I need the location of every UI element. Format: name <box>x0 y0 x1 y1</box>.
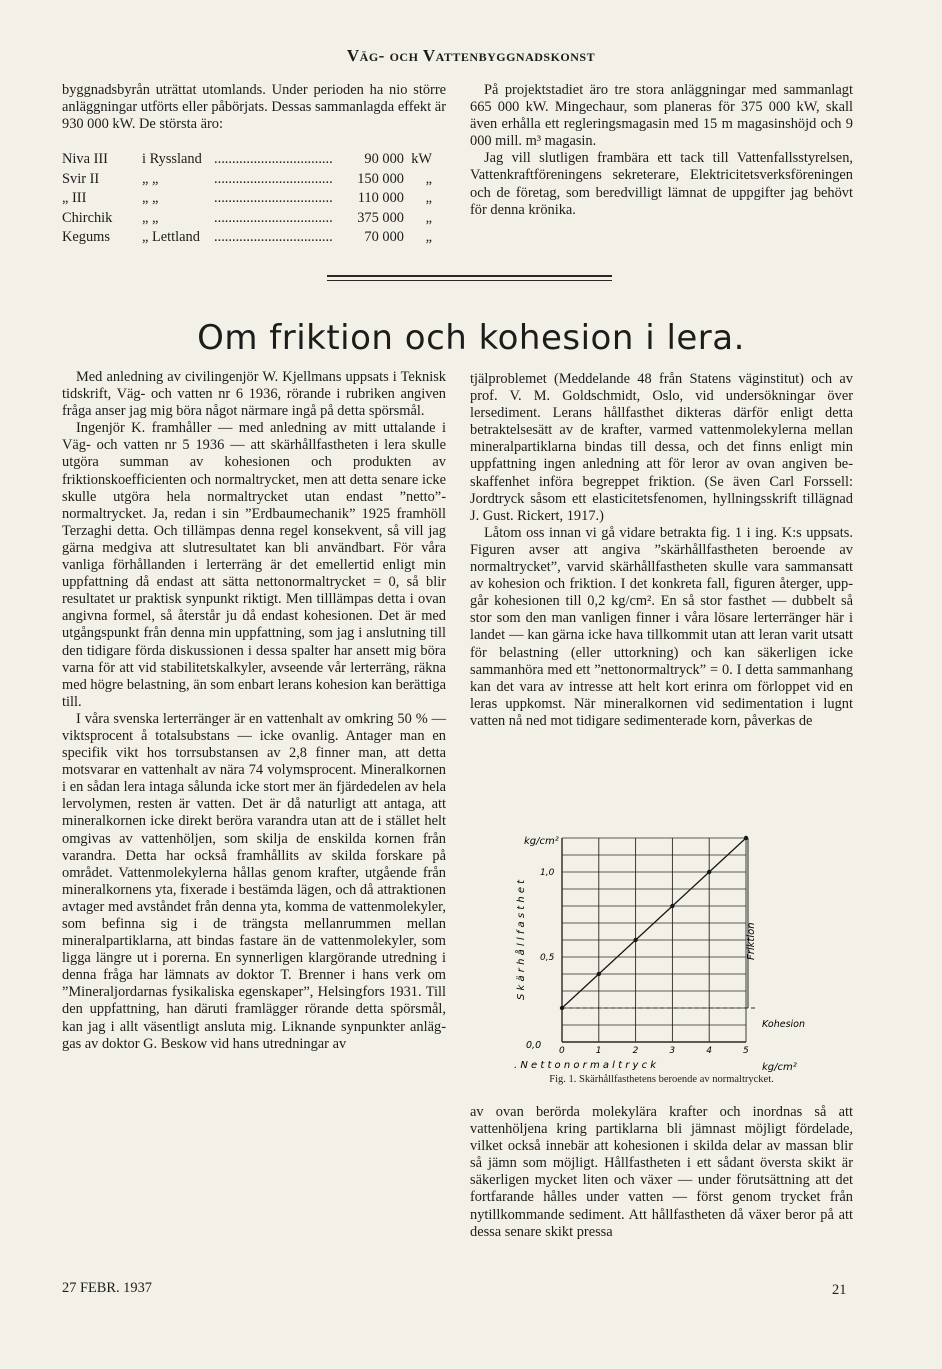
x-unit-label: kg/cm² <box>762 1062 797 1073</box>
plant-output: 110 000 <box>357 190 404 207</box>
x-tick-label: 4 <box>706 1046 712 1056</box>
plant-name: „ III <box>62 190 87 207</box>
article-right-column-top <box>470 371 853 730</box>
article-paragraph: I våra svenska lerterränger är en vattenhalt av omkring 50 % — viktsprocent å totalsubstans — icke ovanlig. Antager man en specifik vikt hos torrsubstansen av 2,8 finner man, att detta motsvarar en vattenhalt av nära 74 volymsprocent. Mineralkornen i en sådan lera intaga sålunda icke stort mer än fjärdedelen av hela lervolymen, resten är vatten. Det är då naturligt att antaga, att mineralkornen icke direkt beröra varandra utan att de i stället helt omgivas av vattenhöljen, som skilja de enskilda kornen från varandra. Detta har också framhållits av skilda forskare på området. Vattenmolekylerna hållas genom krafter, utgående från mineralkornens yta, fixerade i bestämda lägen, och då attraktionen avtager med avståndet från denna yta, komma de vattenmolekyler, som befinna sig i de trängsta mellanrummen mellan mineralpartiklarna, att bindas fastare än de vattenmolekyler, som ligga längre ut i porerna. En synnerligen klargörande utredning i denna fråga har lämnats av doktor T. Brenner i hans verk om ”Mineraljordarnas fysikaliska egenskaper”, Helsingfors 1931. Till den uppfattning, han däruti framlägger rörande detta spörsmål, kan jag i allt väsentligt ansluta mig. Liknande synpunkter anläggas av doktor G. Beskow vid hans utredningar av <box>62 710 446 1052</box>
plant-country: i Ryssland <box>142 151 202 168</box>
data-point <box>707 870 711 874</box>
plant-output: 150 000 <box>357 170 404 187</box>
page-number: 21 <box>832 1282 847 1298</box>
plant-country: „ „ <box>142 190 159 207</box>
plant-output: 375 000 <box>357 209 404 226</box>
plant-unit: „ <box>425 190 432 207</box>
plant-country: „ Lettland <box>142 228 200 245</box>
x-tick-label: 3 <box>669 1046 676 1056</box>
article-paragraph: Låtom oss innan vi gå vidare betrakta fig. 1 i ing. K:s uppsats. Figuren avser att angiva ”skärhållfastheten beroende av normaltrycket”, varvid skärhållfastheten skulle vara sammansatt av kohesion och friktion. I det konkreta fall, figuren återger, uppgår kohesionen till 0,2 kg/cm². En så stor fasthet — dubbelt så stor som den man vanligen finner i våra lösare lerterränger här i landet — kan gärna icke hava tillkommit utan att leran varit utsatt för belastning (eller uttorkning) och kan säkerligen icke sammanhöra med ett ”nettonormaltryck” = 0. I detta sammanhang kan det vara av intresse att helt kort erinra om förloppet vid en leras uppkomst. När mineralkornen vid sedimentation i lugnt vatten nå ned mot tidigare sedimenterade korn, påverkas de <box>470 524 853 729</box>
intro-right-paragraph: På projektstadiet äro tre stora anläggningar med sammanlagt 665 000 kW. Mingechaur, som planeras för 375 000 kW, skall även erhålla ett regleringsmagasin med 15 m magasinshöjd och 9 000 mill. m³ magasin. <box>470 82 853 150</box>
data-point <box>633 938 637 942</box>
plant-unit: „ <box>425 209 432 226</box>
article-left-column <box>62 369 446 1053</box>
plant-output: 90 000 <box>364 151 404 168</box>
x-tick-label: 1 <box>595 1046 602 1056</box>
y-tick-label: 1,0 <box>540 868 555 878</box>
plant-unit: kW <box>411 151 432 168</box>
article-right-column-bottom <box>470 1104 853 1241</box>
data-point <box>744 836 748 840</box>
table-row: „ III „ „ ................................. 110 000 „ <box>62 189 432 208</box>
intro-right-column <box>470 82 853 219</box>
data-point <box>597 972 601 976</box>
y-axis-label: S k ä r h å l l f a s t h e t <box>516 879 527 1000</box>
y-unit-label: kg/cm² <box>524 836 559 847</box>
running-head: Väg- och Vattenbyggnadskonst <box>346 46 596 65</box>
plant-output: 70 000 <box>364 228 404 245</box>
data-point <box>670 904 674 908</box>
y-tick-label: 0,5 <box>540 953 555 963</box>
intro-left-column <box>62 82 446 247</box>
shear-strength-chart <box>500 830 820 1075</box>
friction-label: Friktion <box>746 922 757 960</box>
section-divider <box>327 275 612 281</box>
x-axis-label: . N e t t o n o r m a l t r y c k <box>514 1060 657 1071</box>
intro-right-paragraph: Jag vill slutligen frambära ett tack till Vattenfallsstyrelsen, Vattenkraftföreningens sekreterare, Elektricitetsverksföreningen och de företag, som beredvilligt lämnat de uppgifter jag behövt för denna krönika. <box>470 150 853 218</box>
table-row: Svir II „ „ ................................. 150 000 „ <box>62 170 432 189</box>
table-row: Chirchik „ „ ................................. 375 000 „ <box>62 209 432 228</box>
data-point <box>560 1006 564 1010</box>
origin-label: 0,0 <box>526 1040 542 1051</box>
article-paragraph: av ovan berörda molekylära krafter och inordnas så att vattenhöljena kring partiklarna bli jämnast möjligt fördelade, vilket också innebär att kohesionen i skilda delar av massan blir så jämn som möjligt. Hållfastheten i ett sådant översta skikt är säkerligen mycket liten och växer — under förutsättning att det fortfarande hålles under vatten — först genom trycket från nytillkommande sediment. Att hållfastheten då växer beror på att dessa senare skikt pressa <box>470 1104 853 1240</box>
plant-name: Kegums <box>62 228 110 245</box>
figure-caption: Fig. 1. Skärhållfasthetens beroende av normaltrycket. <box>549 1074 774 1085</box>
table-row: Niva III i Ryssland ................................. 90 000 kW <box>62 150 432 169</box>
x-tick-label: 2 <box>632 1046 639 1056</box>
x-tick-label: 5 <box>743 1046 749 1056</box>
chart-axes <box>540 868 749 1056</box>
intro-left-paragraph: byggnadsbyrån uträttat utomlands. Under perioden ha nio större anläggningar utförts eller påbörjats. Dessas sammanlagda effekt är 930 000 kW. De största äro: <box>62 82 446 133</box>
article-headline: Om friktion och kohesion i lera. <box>197 318 745 358</box>
article-paragraph: Med anledning av civilingenjör W. Kjellmans uppsats i Teknisk tidskrift, Väg- och vatten nr 6 1936, rörande i rubriken angiven fråga anser jag mig böra något närmare ingå på detta spörsmål. <box>62 369 446 420</box>
article-paragraph: tjälproblemet (Meddelande 48 från Statens väginstitut) och av prof. V. M. Goldschmidt, Oslo, vid undersökningar över lersediment. Lerans hållfasthet dikteras därför enligt detta betraktelsesätt av de krafter, varmed vattenmolekylerna mellan mineralpartiklarna bindas till dessa, och det finns enligt min uppfattning ingen anledning att för leror av ovan angiven beskaffenhet införa begreppet friktion. (Se även Carl Forssell: Jordtryck såsom ett elasticitetsfenomen, hyllningsskrift tillägnad J. Gust. Rickert, 1917.) <box>470 371 853 524</box>
plant-name: Chirchik <box>62 209 113 226</box>
plant-unit: „ <box>425 170 432 187</box>
table-row: Kegums „ Lettland ................................. 70 000 „ <box>62 228 432 247</box>
plant-name: Niva III <box>62 151 108 168</box>
x-tick-label: 0 <box>559 1046 565 1056</box>
article-paragraph: Ingenjör K. framhåller — med anledning av mitt uttalande i Väg- och vatten nr 5 1936 — att skärhållfastheten i lera skulle utgöra summan av kohesionen och produkten av friktionskoefficienten och normaltrycket, men att detta senare icke skulle utgöra hela normaltrycket utan endast ”netto”-normaltrycket. Ja, redan i sin ”Erdbaumechanik” 1925 framhöll Terzaghi detta. Och tillämpas denna regel konsekvent, så vill jag gärna medgiva att slutresultatet kan bli användbart. För våra vanliga förhållanden i lerterräng är det emellertid enligt min uppfattning då endast att sätta nettonormaltrycket = 0, så blir resultatet ur praktisk synpunkt riktigt. Men tilllämpas detta i ovan angivna formel, så återstår ju då endast kohesionen. Det är med utgångspunkt från denna min uppfattning, som jag i anslutning till den tidigare förda diskussionen i dessa spalter har ansett mig böra varna för att vid stabilitetskalkyler, avseende vår lerterräng, räkna med högre belastning, än som enbart lerans kohesion kan berättiga till. <box>62 420 446 710</box>
plant-unit: „ <box>425 228 432 245</box>
plants-table <box>62 150 432 247</box>
cohesion-label: Kohesion <box>762 1019 805 1030</box>
plant-name: Svir II <box>62 170 100 187</box>
figure-1 <box>500 830 820 1075</box>
footer-date: 27 FEBR. 1937 <box>62 1280 152 1296</box>
plant-country: „ „ <box>142 170 159 187</box>
chart-grid <box>562 838 746 1042</box>
plant-country: „ „ <box>142 209 159 226</box>
